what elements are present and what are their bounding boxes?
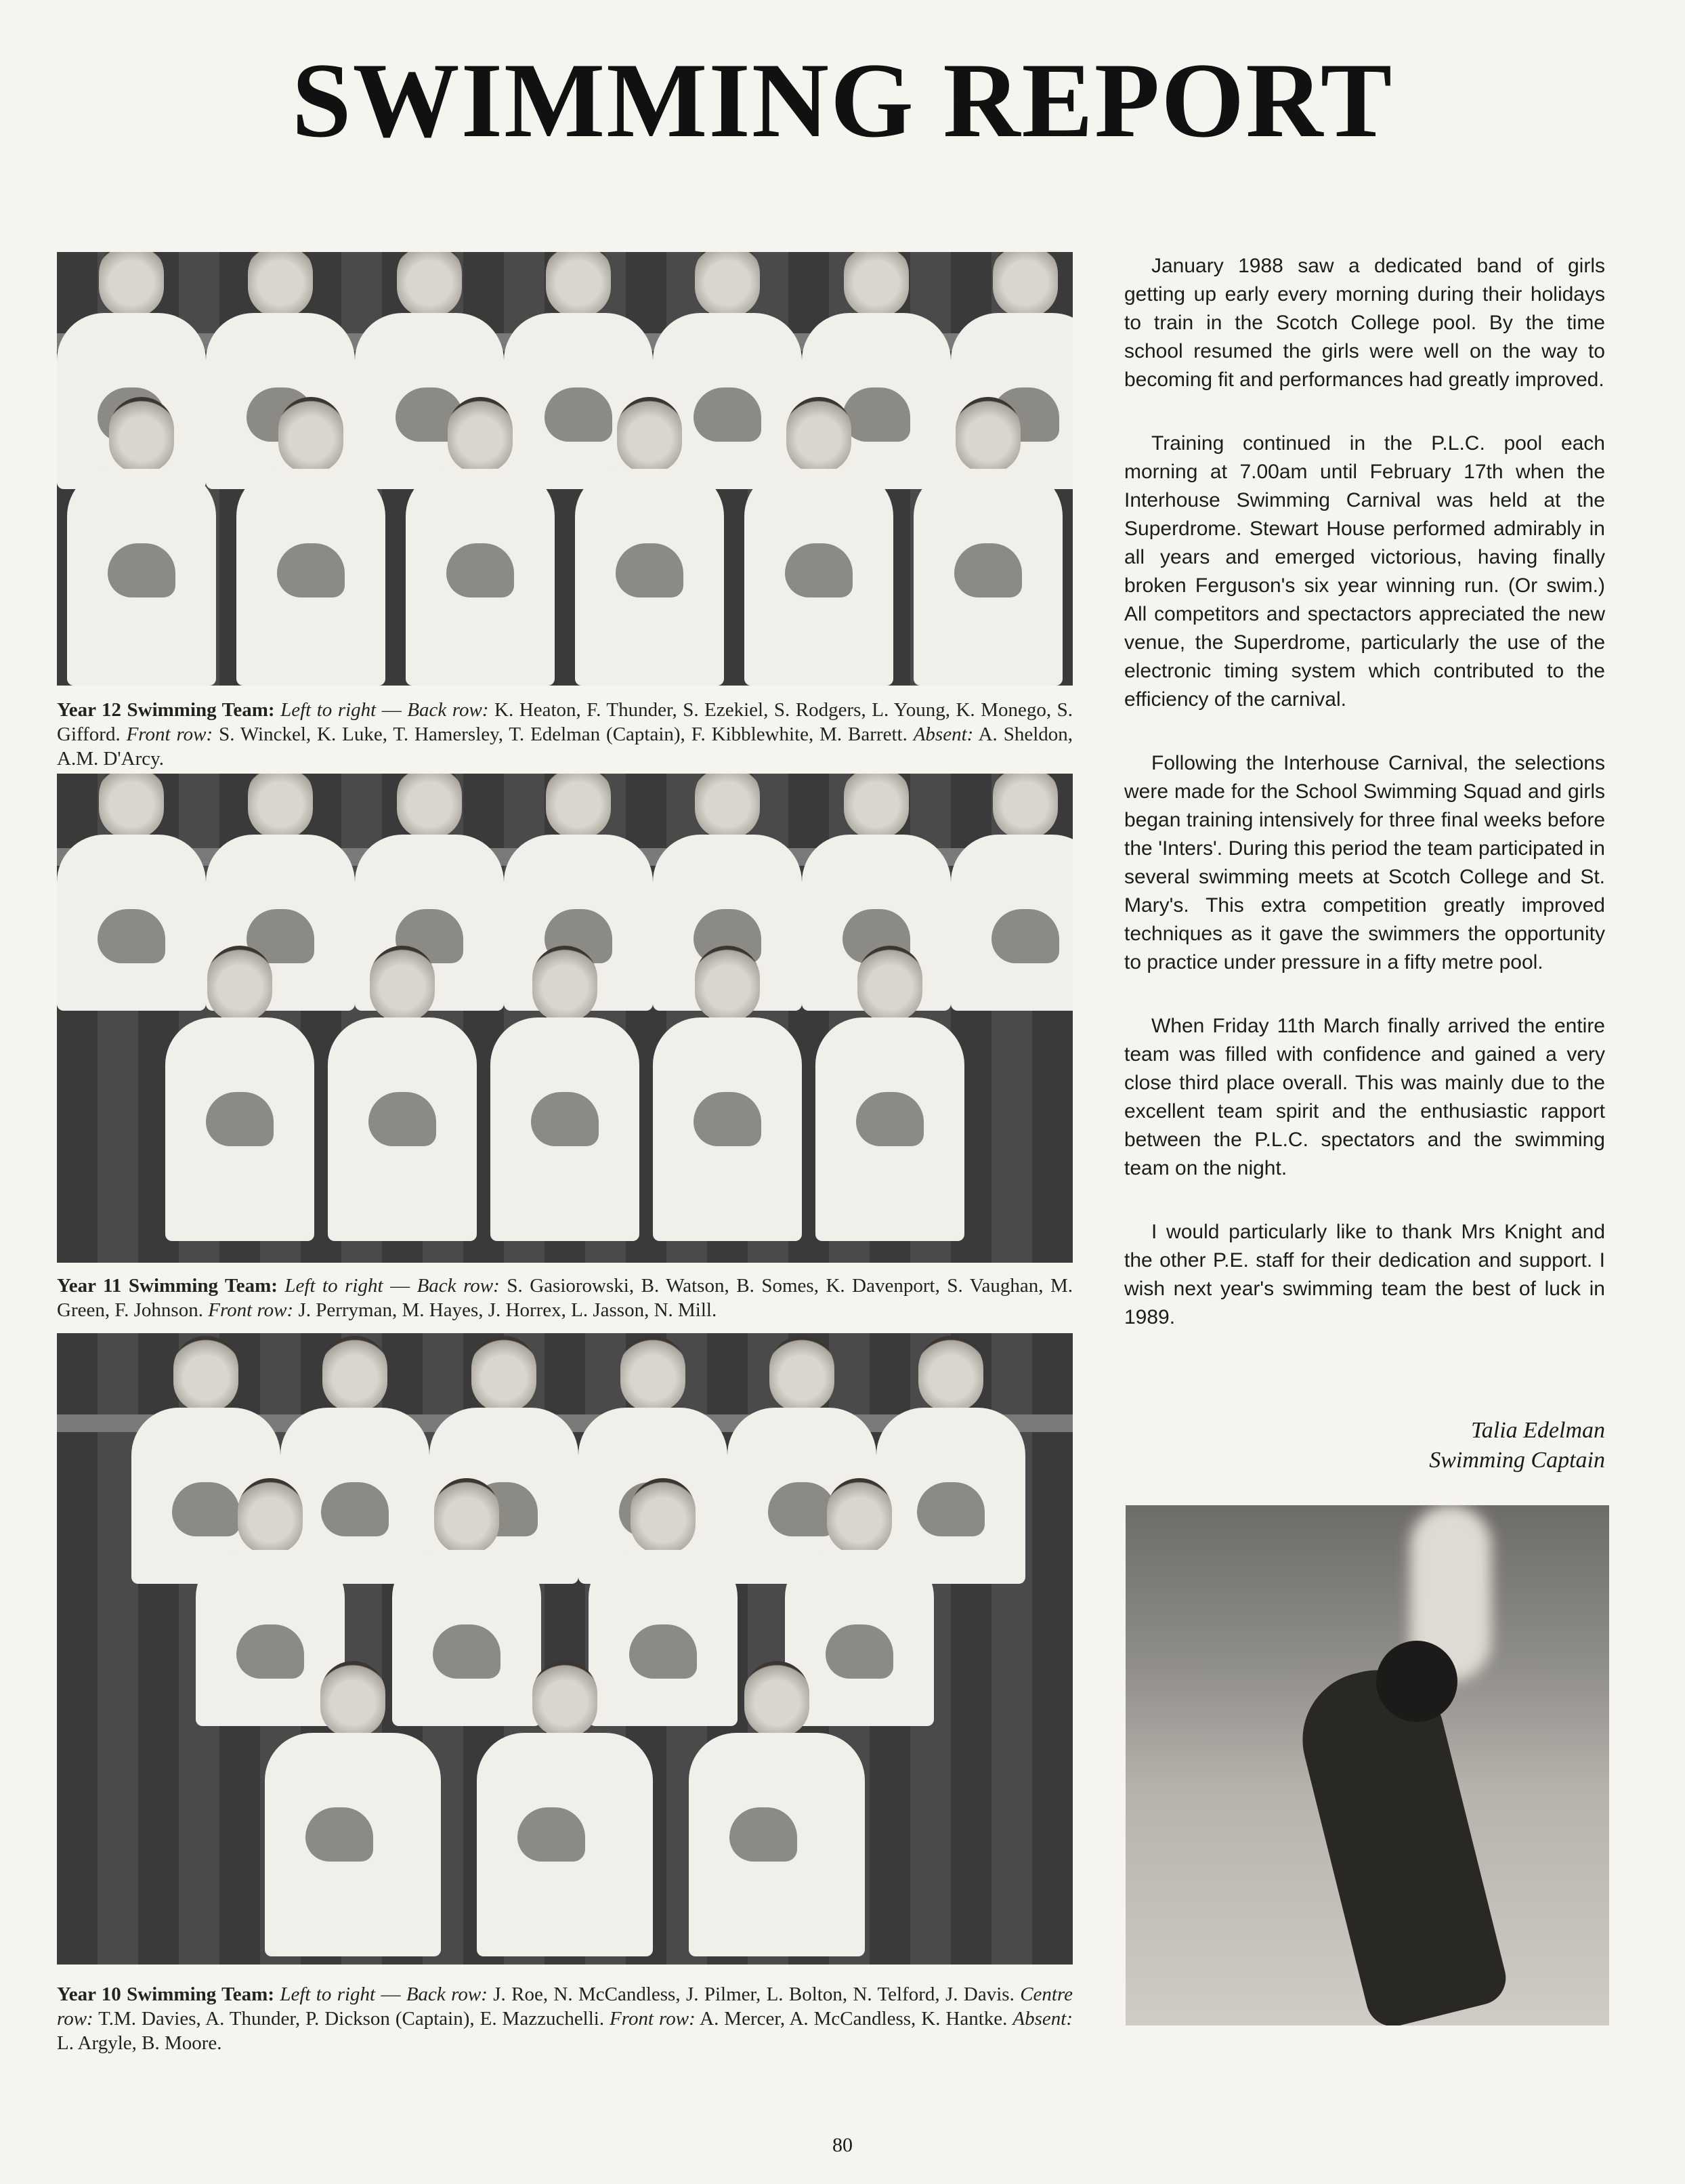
caption-back-label: Back row:: [407, 699, 489, 721]
page-number: 80: [832, 2134, 853, 2156]
year-11-team-photo: [57, 774, 1073, 1263]
signature-name: Talia Edelman: [1470, 1418, 1605, 1443]
caption-back-names: S. Gasiorowski, B. Watson, B. Somes, K. Davenport, S. Vaughan, M. Green, F. Johnson.: [57, 1275, 1073, 1321]
caption-direction: Left to right: [280, 1983, 376, 2005]
caption-absent-names: A. Sheldon, A.M. D'Arcy.: [57, 723, 1073, 770]
signature-role: Swimming Captain: [1429, 1448, 1605, 1473]
swimmer-photo: [1126, 1505, 1609, 2025]
caption-direction: Left to right: [284, 1275, 383, 1297]
caption-back-label: Back row:: [417, 1275, 500, 1297]
article-paragraph: January 1988 saw a dedicated band of girls getting up early every morning during their holidays to train in the Scotch College pool. By the time school resumed the girls were well on the way to becoming fit and performances had greatly improved.: [1124, 255, 1605, 391]
article-paragraph: Following the Interhouse Carnival, the selections were made for the School Swimming Squad and girls began training intensively for three final weeks before the 'Inters'. During this period the team participated in several swimming meets at Scotch College and St. Mary's. This extra competition greatly improved techniques as it gave the swimmers the opportunity to practice under pressure in a fifty metre pool.: [1124, 752, 1605, 973]
year-10-team-photo: [57, 1333, 1073, 1965]
caption-back-label: Back row:: [406, 1983, 488, 2005]
caption-front-names: A. Mercer, A. McCandless, K. Hantke.: [700, 2008, 1008, 2030]
year-12-caption: Year 12 Swimming Team: Left to right — Back row: K. Heaton, F. Thunder, S. Ezekiel, S. Rodgers, L. Young, K. Monego, S. Gifford. Front row: S. Winckel, K. Luke, T. Hamersley, T. Edelman (Captain), F. Kibblewhite, M. Barrett. Absent: A. Sheldon, A.M. D'Arcy.: [57, 699, 1073, 770]
article-paragraph: When Friday 11th March finally arrived the entire team was filled with confidence and gained a very close third place overall. This was mainly due to the excellent team spirit and the enthusiastic rapport between the P.L.C. spectators and the swimming team on the night.: [1124, 1015, 1605, 1179]
caption-absent-names: L. Argyle, B. Moore.: [57, 2032, 222, 2054]
article-paragraph: Training continued in the P.L.C. pool each morning at 7.00am until February 17th when the Interhouse Swimming Carnival was held at the Superdrome. Stewart House performed admirably in all years and emerged victorious, having finally broken Ferguson's six year winning run. (Or swim.) All competitors and spectactors appreciated the new venue, the Superdrome, particularly the use of the electronic timing system which contributed to the efficiency of the carnival.: [1124, 432, 1605, 711]
year-10-caption: Year 10 Swimming Team: Left to right — Back row: J. Roe, N. McCandless, J. Pilmer, L. Bolton, N. Telford, J. Davis. Centre row: T.M. Davies, A. Thunder, P. Dickson (Captain), E. Mazzuchelli. Front row: A. Mercer, A. McCandless, K. Hantke. Absent: L. Argyle, B. Moore.: [57, 1983, 1073, 2054]
caption-front-names: S. Winckel, K. Luke, T. Hamersley, T. Edelman (Captain), F. Kibblewhite, M. Barrett.: [219, 723, 908, 745]
caption-absent-label: Absent:: [913, 723, 974, 745]
caption-front-names: J. Perryman, M. Hayes, J. Horrex, L. Jasson, N. Mill.: [298, 1299, 717, 1321]
article-body: [1124, 252, 1605, 1367]
signature: [1124, 1416, 1605, 1475]
year-11-caption: Year 11 Swimming Team: Left to right — Back row: S. Gasiorowski, B. Watson, B. Somes, K. Davenport, S. Vaughan, M. Green, F. Johnson. Front row: J. Perryman, M. Hayes, J. Horrex, L. Jasson, N. Mill.: [57, 1275, 1073, 1321]
caption-centre-label: Centre row:: [57, 1983, 1073, 2030]
caption-centre-names: T.M. Davies, A. Thunder, P. Dickson (Captain), E. Mazzuchelli.: [98, 2008, 605, 2030]
caption-title: Year 12 Swimming Team:: [57, 699, 275, 721]
caption-back-names: K. Heaton, F. Thunder, S. Ezekiel, S. Rodgers, L. Young, K. Monego, S. Gifford.: [57, 699, 1073, 745]
caption-back-names: J. Roe, N. McCandless, J. Pilmer, L. Bolton, N. Telford, J. Davis.: [493, 1983, 1015, 2005]
page-title: SWIMMING REPORT: [291, 41, 1394, 160]
caption-title: Year 10 Swimming Team:: [57, 1983, 274, 2005]
caption-title: Year 11 Swimming Team:: [57, 1275, 278, 1297]
caption-direction: Left to right: [280, 699, 377, 721]
year-12-team-photo: [57, 252, 1073, 686]
article-paragraph: I would particularly like to thank Mrs Knight and the other P.E. staff for their dedication and support. I wish next year's swimming team the best of luck in 1989.: [1124, 1221, 1605, 1328]
caption-absent-label: Absent:: [1012, 2008, 1073, 2030]
caption-front-label: Front row:: [126, 723, 213, 745]
caption-front-label: Front row:: [208, 1299, 294, 1321]
caption-front-label: Front row:: [610, 2008, 696, 2030]
